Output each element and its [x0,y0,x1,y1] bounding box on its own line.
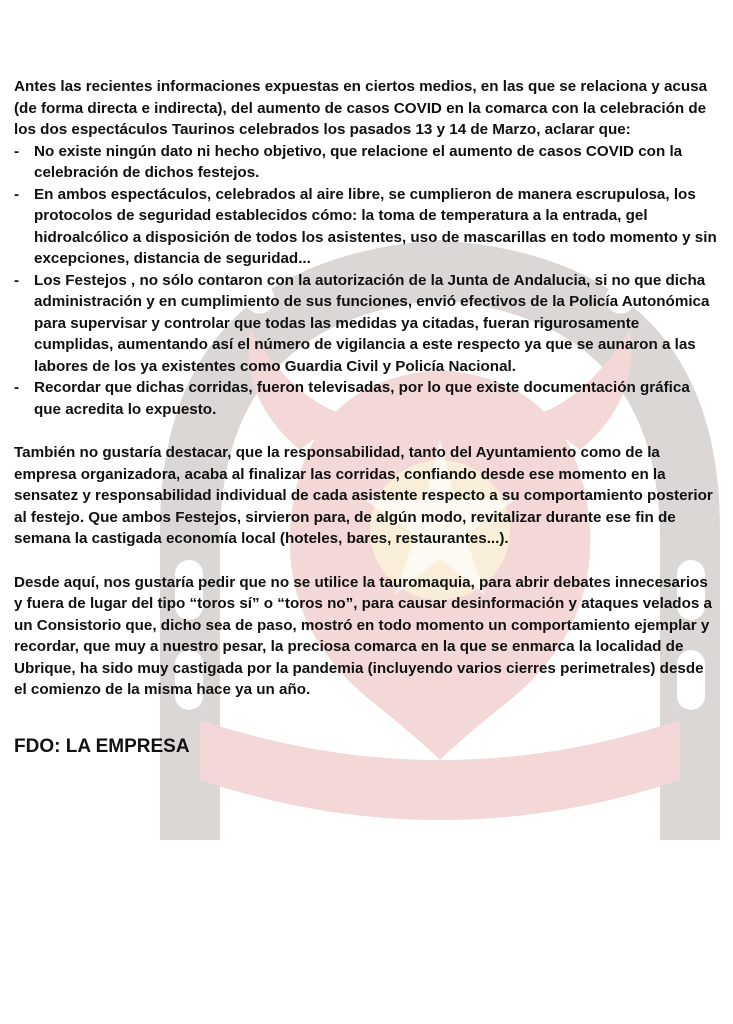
document-body [14,76,720,759]
list-item [14,377,720,420]
bullet-text: Los Festejos , no sólo contaron con la autorización de la Junta de Andalucia, si no que dicha administración y en cumplimiento de sus funciones, envió efectivos de la Policía Autonómica para supervisar y controlar que todas las medidas ya citadas, fueran rigurosamente cumplidas, aumentando así el número de vigilancia a este respecto ya que se aunaron a las labores de los ya existentes como Guardia Civil y Policía Nacional. [34,271,710,375]
bullet-list [14,141,720,421]
request-paragraph: Desde aquí, nos gustaría pedir que no se utilice la tauromaquia, para abrir debates innecesarios y fuera de lugar del tipo “toros sí” o “toros no”, para causar desinformación y ataques velados a un Consistorio que, dicho sea de paso, mostró en todo momento un comportamiento ejemplar y recordar, que muy a nuestro pesar, la preciosa comarca en la que se enmarca la localidad de Ubrique, ha sido muy castigada por la pandemia (incluyendo varios cierres perimetrales) desde el comienzo de la misma hace ya un año. [14,573,712,698]
bullet-text: Recordar que dichas corridas, fueron televisadas, por lo que existe documentación gráfica que acredita lo expuesto. [34,379,690,418]
list-item [14,270,720,378]
dash-marker: - [14,271,20,289]
signature: FDO: LA EMPRESA [14,735,190,757]
responsibility-paragraph: También no gustaría destacar, que la responsabilidad, tanto del Ayuntamiento como de la empresa organizadora, acaba al finalizar las corridas, confiando desde ese momento en la sensatez y responsabilidad individual de cada asistente respecto a su comportamiento posterior al festejo. Que ambos Festejos, sirvieron para, de algún modo, revitalizar durante ese fin de semana la castigada economía local (hoteles, bares, restaurantes...). [14,444,713,547]
bullet-text: No existe ningún dato ni hecho objetivo, que relacione el aumento de casos COVID con la celebración de dichos festejos. [34,142,683,181]
dash-marker: - [14,185,20,203]
list-item [14,184,720,270]
bullet-text: En ambos espectáculos, celebrados al aire libre, se cumplieron de manera escrupulosa, los protocolos de seguridad establecidos cómo: la toma de temperatura a la entrada, gel hidroalcólico a disposición de todos los asistentes, uso de mascarillas en todo momento y sin excepciones, distancia de seguridad... [34,185,717,267]
dash-marker: - [14,142,20,160]
dash-marker: - [14,379,20,396]
list-item [14,141,720,184]
intro-paragraph: Antes las recientes informaciones expuestas en ciertos medios, en las que se relaciona y acusa (de forma directa e indirecta), del aumento de casos COVID en la comarca con la celebración de los dos espectáculos Taurinos celebrados los pasados 13 y 14 de Marzo, aclarar que: [14,78,708,138]
